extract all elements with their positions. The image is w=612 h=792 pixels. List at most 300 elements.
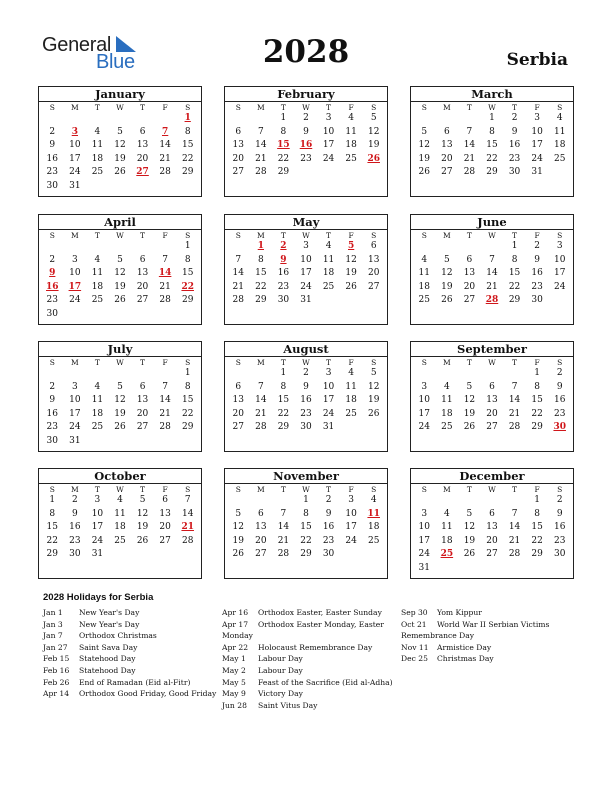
holiday-date: 25 — [440, 549, 454, 559]
weekday-header: M — [71, 358, 79, 367]
day-cell: 6 — [235, 126, 242, 137]
day-cell: 8 — [534, 508, 540, 519]
day-cell: 21 — [159, 153, 171, 164]
holiday-date: 16 — [299, 140, 313, 150]
empty-day — [41, 112, 64, 126]
holiday-row — [222, 642, 393, 654]
day-cell: 7 — [489, 254, 495, 265]
weekday-header: W — [488, 103, 496, 112]
day-cell: 30 — [46, 308, 58, 319]
day-cell: 9 — [71, 508, 78, 519]
weekday-header: M — [443, 103, 451, 112]
holiday-date: 9 — [280, 254, 287, 265]
holiday-date-label: Nov 11 — [401, 642, 429, 652]
month-title: September — [411, 342, 573, 357]
holiday-name: Yom Kippur — [437, 608, 482, 617]
month-title: March — [411, 87, 573, 102]
day-cell: 1 — [511, 241, 518, 251]
weekday-header: F — [348, 358, 354, 367]
day-cell: 9 — [49, 140, 56, 150]
weekday-header: M — [71, 103, 79, 112]
day-cell: 10 — [531, 126, 543, 137]
day-cell: 11 — [114, 508, 126, 519]
day-cell: 9 — [303, 126, 309, 137]
day-cell: 15 — [46, 522, 58, 532]
day-cell: 31 — [300, 295, 312, 305]
day-cell: 6 — [139, 381, 146, 392]
day-cell: 20 — [159, 522, 171, 532]
day-cell: 17 — [322, 395, 335, 405]
weekday-header: S — [235, 358, 241, 367]
day-cell: 22 — [486, 153, 498, 164]
day-cell: 27 — [367, 281, 380, 292]
day-cell: 24 — [300, 281, 312, 292]
empty-day — [131, 112, 154, 126]
day-cell: 16 — [322, 522, 335, 532]
day-cell: 1 — [280, 113, 287, 123]
holiday-name: New Year's Day — [79, 619, 140, 629]
day-cell: 5 — [443, 254, 450, 265]
day-cell: 17 — [69, 153, 81, 164]
day-cell: 7 — [257, 126, 264, 137]
holiday-date: 11 — [367, 508, 380, 519]
weekday-header: T — [140, 103, 146, 112]
day-cell: 15 — [181, 395, 194, 405]
day-cell: 13 — [136, 140, 149, 150]
day-cell: 6 — [489, 381, 495, 392]
day-cell: 24 — [418, 549, 430, 559]
day-cell: 4 — [117, 495, 123, 505]
day-cell: 6 — [370, 241, 377, 251]
holiday-date: 1 — [184, 113, 191, 123]
day-cell: 4 — [443, 381, 450, 392]
empty-day — [64, 112, 87, 126]
day-cell: 15 — [181, 268, 194, 278]
day-cell: 18 — [91, 281, 104, 292]
day-cell: 23 — [46, 167, 58, 177]
day-cell: 15 — [300, 522, 312, 532]
day-cell: 28 — [181, 535, 194, 546]
day-cell: 17 — [322, 140, 335, 150]
empty-day — [154, 367, 177, 381]
day-cell: 14 — [255, 395, 267, 405]
holiday-row — [222, 619, 393, 631]
day-cell: 1 — [534, 368, 540, 378]
day-cell: 5 — [370, 113, 377, 123]
holiday-row — [43, 653, 216, 665]
weekday-header: M — [71, 231, 79, 240]
day-cell: 9 — [556, 381, 563, 392]
day-cell: 17 — [345, 522, 357, 532]
day-cell: 31 — [91, 549, 104, 559]
day-cell: 13 — [136, 395, 149, 405]
day-cell: 30 — [46, 180, 58, 191]
holiday-column — [43, 607, 216, 700]
day-cell: 6 — [235, 381, 242, 392]
day-cell: 12 — [345, 254, 357, 265]
holiday-date-label: Sep 30 — [401, 608, 428, 617]
holiday-row — [222, 630, 393, 642]
day-cell: 20 — [136, 153, 149, 164]
day-grid — [39, 484, 201, 562]
day-cell: 17 — [418, 535, 430, 546]
day-cell: 21 — [463, 153, 476, 164]
holiday-name: Feast of the Sacrifice (Eid al-Adha) — [258, 677, 393, 687]
holiday-date-label: Jan 7 — [43, 631, 63, 641]
holiday-date-label: May 1 — [222, 654, 246, 664]
day-cell: 23 — [322, 535, 335, 546]
weekday-header: W — [116, 485, 124, 494]
day-cell: 3 — [534, 113, 540, 123]
day-cell: 28 — [232, 295, 244, 305]
day-cell: 24 — [69, 167, 81, 177]
day-cell: 21 — [486, 281, 498, 292]
day-cell: 1 — [303, 495, 309, 505]
day-cell: 17 — [418, 408, 430, 419]
day-cell: 21 — [159, 281, 171, 292]
day-cell: 23 — [277, 281, 290, 292]
day-cell: 11 — [441, 395, 453, 405]
day-cell: 28 — [255, 422, 267, 432]
day-cell: 14 — [486, 268, 498, 278]
day-cell: 5 — [466, 508, 473, 519]
day-cell: 2 — [303, 113, 309, 123]
month-title: February — [225, 87, 387, 102]
weekday-header: S — [49, 485, 55, 494]
month-january — [38, 86, 202, 197]
day-cell: 25 — [91, 167, 104, 177]
day-cell: 24 — [69, 295, 81, 305]
day-cell: 19 — [114, 153, 126, 164]
day-cell: 17 — [300, 268, 312, 278]
month-title: December — [411, 469, 573, 484]
weekday-header: W — [302, 485, 310, 494]
weekday-header: F — [534, 485, 540, 494]
month-june — [410, 214, 574, 325]
day-cell: 11 — [441, 522, 453, 532]
day-cell: 10 — [300, 254, 312, 265]
holiday-date-label: Feb 16 — [43, 665, 70, 675]
holiday-row — [222, 700, 393, 712]
empty-day — [413, 240, 436, 254]
day-grid — [411, 484, 573, 575]
day-cell: 10 — [69, 140, 81, 150]
day-cell: 27 — [441, 167, 453, 177]
holiday-date: 14 — [158, 268, 172, 278]
day-cell: 14 — [255, 140, 267, 150]
weekday-header: W — [302, 231, 310, 240]
day-cell: 18 — [418, 281, 430, 292]
holiday-date: 28 — [485, 295, 499, 305]
holiday-date-label: May 2 — [222, 665, 246, 675]
day-cell: 4 — [94, 126, 101, 137]
day-cell: 12 — [463, 522, 476, 532]
weekday-header: T — [512, 358, 518, 367]
day-cell: 15 — [277, 395, 290, 405]
day-cell: 24 — [553, 281, 566, 292]
day-cell: 30 — [508, 167, 521, 177]
day-cell: 22 — [181, 408, 194, 419]
holiday-date-label: Apr 22 — [222, 642, 249, 652]
holiday-row — [43, 665, 216, 677]
calendar-year: 2028 — [262, 34, 350, 70]
day-cell: 13 — [486, 395, 498, 405]
day-cell: 12 — [114, 395, 126, 405]
day-cell: 1 — [489, 113, 495, 123]
empty-day — [436, 112, 459, 126]
day-cell: 2 — [303, 368, 309, 378]
weekday-header: S — [421, 231, 427, 240]
holiday-row — [401, 653, 549, 665]
day-cell: 26 — [367, 408, 380, 419]
day-cell: 26 — [441, 295, 453, 305]
day-cell: 23 — [46, 422, 58, 432]
month-april — [38, 214, 202, 325]
empty-day — [131, 367, 154, 381]
day-cell: 12 — [114, 140, 126, 150]
weekday-header: M — [257, 231, 265, 240]
day-cell: 2 — [49, 126, 56, 137]
holiday-name: New Year's Day — [79, 608, 140, 617]
weekday-header: T — [280, 485, 286, 494]
day-cell: 5 — [117, 254, 123, 265]
day-cell: 15 — [486, 140, 498, 150]
day-cell: 26 — [232, 549, 244, 559]
day-cell: 27 — [486, 422, 498, 432]
day-cell: 25 — [553, 153, 566, 164]
day-cell: 2 — [49, 254, 56, 265]
holiday-date: 2 — [280, 241, 287, 251]
empty-day — [250, 367, 273, 381]
weekday-header: S — [557, 103, 563, 112]
day-cell: 23 — [46, 295, 58, 305]
day-cell: 13 — [232, 140, 244, 150]
day-cell: 29 — [46, 549, 58, 559]
weekday-header: T — [280, 231, 286, 240]
day-cell: 9 — [556, 508, 563, 519]
day-cell: 28 — [463, 167, 476, 177]
weekday-header: T — [466, 103, 472, 112]
day-cell: 4 — [94, 381, 101, 392]
day-cell: 11 — [322, 254, 335, 265]
day-cell: 6 — [489, 508, 495, 519]
weekday-header: T — [326, 485, 332, 494]
day-cell: 7 — [162, 381, 168, 392]
day-cell: 8 — [489, 126, 495, 137]
weekday-header: W — [116, 231, 124, 240]
month-december — [410, 468, 574, 579]
empty-day — [227, 240, 250, 254]
day-cell: 11 — [91, 140, 104, 150]
day-cell: 9 — [325, 508, 332, 519]
day-cell: 6 — [466, 254, 473, 265]
holiday-name: Victory Day — [258, 689, 303, 699]
day-cell: 26 — [114, 167, 126, 177]
day-cell: 23 — [553, 535, 566, 546]
holiday-name: Orthodox Easter, Easter Sunday — [258, 608, 382, 617]
day-cell: 17 — [531, 140, 543, 150]
weekday-header: F — [162, 231, 168, 240]
empty-day — [109, 367, 132, 381]
weekday-header: T — [94, 485, 100, 494]
weekday-header: F — [534, 358, 540, 367]
day-cell: 11 — [91, 268, 104, 278]
empty-day — [481, 240, 504, 254]
day-cell: 8 — [49, 508, 56, 519]
month-title: August — [225, 342, 387, 357]
holiday-name: Labour Day — [258, 665, 303, 675]
month-title: November — [225, 469, 387, 484]
day-cell: 15 — [508, 268, 521, 278]
weekday-header: S — [185, 231, 191, 240]
holiday-date-label: Apr 14 — [43, 689, 70, 699]
weekday-header: S — [185, 103, 191, 112]
month-title: April — [39, 215, 201, 230]
day-cell: 4 — [348, 368, 354, 378]
empty-day — [109, 112, 132, 126]
day-cell: 24 — [345, 535, 357, 546]
day-cell: 13 — [441, 140, 453, 150]
month-october — [38, 468, 202, 579]
empty-day — [458, 240, 481, 254]
day-grid — [225, 484, 387, 562]
day-cell: 27 — [463, 295, 476, 305]
day-cell: 2 — [556, 368, 563, 378]
holiday-date-label: Jun 28 — [222, 700, 247, 710]
holiday-row — [43, 619, 216, 631]
weekday-header: T — [94, 358, 100, 367]
day-cell: 3 — [325, 368, 332, 378]
holiday-column — [222, 607, 393, 711]
day-cell: 9 — [511, 126, 518, 137]
day-cell: 25 — [91, 295, 104, 305]
day-cell: 22 — [181, 153, 194, 164]
empty-day — [436, 367, 459, 381]
weekday-header: S — [185, 358, 191, 367]
day-cell: 8 — [257, 254, 264, 265]
empty-day — [154, 240, 177, 254]
holiday-row — [401, 607, 549, 619]
day-cell: 7 — [466, 126, 473, 137]
holiday-date-label: Jan 3 — [43, 619, 63, 629]
day-cell: 28 — [508, 422, 521, 432]
day-cell: 31 — [322, 422, 335, 432]
holiday-date: 27 — [136, 167, 149, 177]
holiday-date: 7 — [162, 126, 169, 137]
day-cell: 16 — [69, 522, 81, 532]
day-cell: 20 — [486, 408, 498, 419]
day-cell: 4 — [421, 254, 428, 265]
day-cell: 28 — [159, 167, 171, 177]
day-cell: 20 — [232, 153, 244, 164]
day-cell: 20 — [255, 535, 267, 546]
day-cell: 5 — [421, 126, 428, 137]
holiday-date: 5 — [348, 241, 355, 251]
weekday-header: F — [162, 103, 168, 112]
day-cell: 19 — [441, 281, 453, 292]
day-cell: 10 — [322, 381, 335, 392]
day-cell: 24 — [418, 422, 430, 432]
day-cell: 1 — [49, 495, 56, 505]
holiday-name: Saint Vitus Day — [258, 700, 318, 710]
weekday-header: T — [512, 231, 518, 240]
empty-day — [458, 367, 481, 381]
day-cell: 28 — [508, 549, 521, 559]
day-cell: 23 — [300, 408, 312, 419]
day-grid — [39, 102, 201, 193]
weekday-header: F — [348, 103, 354, 112]
weekday-header: W — [116, 358, 124, 367]
day-cell: 12 — [367, 381, 380, 392]
day-cell: 5 — [370, 368, 377, 378]
day-cell: 30 — [553, 549, 566, 559]
day-grid — [411, 230, 573, 308]
weekday-header: W — [488, 485, 496, 494]
day-cell: 10 — [91, 508, 104, 519]
holiday-name: Armistice Day — [437, 642, 492, 652]
weekday-header: S — [235, 231, 241, 240]
day-cell: 26 — [463, 422, 476, 432]
day-cell: 19 — [418, 153, 430, 164]
empty-day — [227, 112, 250, 126]
holiday-date-label: May 5 — [222, 677, 246, 687]
day-cell: 3 — [421, 381, 428, 392]
weekday-header: M — [257, 485, 265, 494]
day-cell: 23 — [300, 153, 312, 164]
holiday-row — [401, 619, 549, 631]
day-cell: 1 — [534, 495, 540, 505]
day-cell: 17 — [91, 522, 104, 532]
empty-day — [64, 240, 87, 254]
day-cell: 4 — [443, 508, 450, 519]
day-cell: 16 — [46, 153, 58, 164]
holiday-date: 9 — [49, 268, 56, 278]
day-cell: 13 — [159, 508, 171, 519]
holiday-date-label: Jan 27 — [43, 642, 68, 652]
month-title: June — [411, 215, 573, 230]
day-cell: 17 — [553, 268, 566, 278]
day-cell: 10 — [322, 126, 335, 137]
day-cell: 13 — [255, 522, 267, 532]
day-cell: 18 — [322, 268, 335, 278]
holiday-name: Orthodox Christmas — [79, 631, 157, 641]
weekday-header: S — [371, 231, 377, 240]
day-cell: 21 — [232, 281, 244, 292]
empty-day — [436, 240, 459, 254]
day-cell: 22 — [531, 408, 543, 419]
empty-day — [436, 494, 459, 508]
day-cell: 29 — [300, 549, 312, 559]
holiday-name: Statehood Day — [79, 654, 136, 664]
day-cell: 12 — [232, 522, 244, 532]
day-cell: 10 — [553, 254, 566, 265]
day-cell: 18 — [114, 522, 126, 532]
day-cell: 7 — [257, 381, 264, 392]
holiday-date-label: May 9 — [222, 689, 246, 699]
day-grid — [39, 357, 201, 448]
day-cell: 28 — [159, 422, 171, 432]
day-cell: 3 — [421, 508, 428, 519]
weekday-header: T — [326, 231, 332, 240]
day-cell: 17 — [69, 408, 81, 419]
holiday-row — [43, 677, 216, 689]
day-cell: 31 — [418, 562, 430, 573]
holiday-name: Saint Sava Day — [79, 642, 138, 652]
day-cell: 7 — [184, 495, 191, 505]
day-cell: 20 — [232, 408, 244, 419]
day-cell: 25 — [345, 153, 357, 164]
empty-day — [413, 494, 436, 508]
